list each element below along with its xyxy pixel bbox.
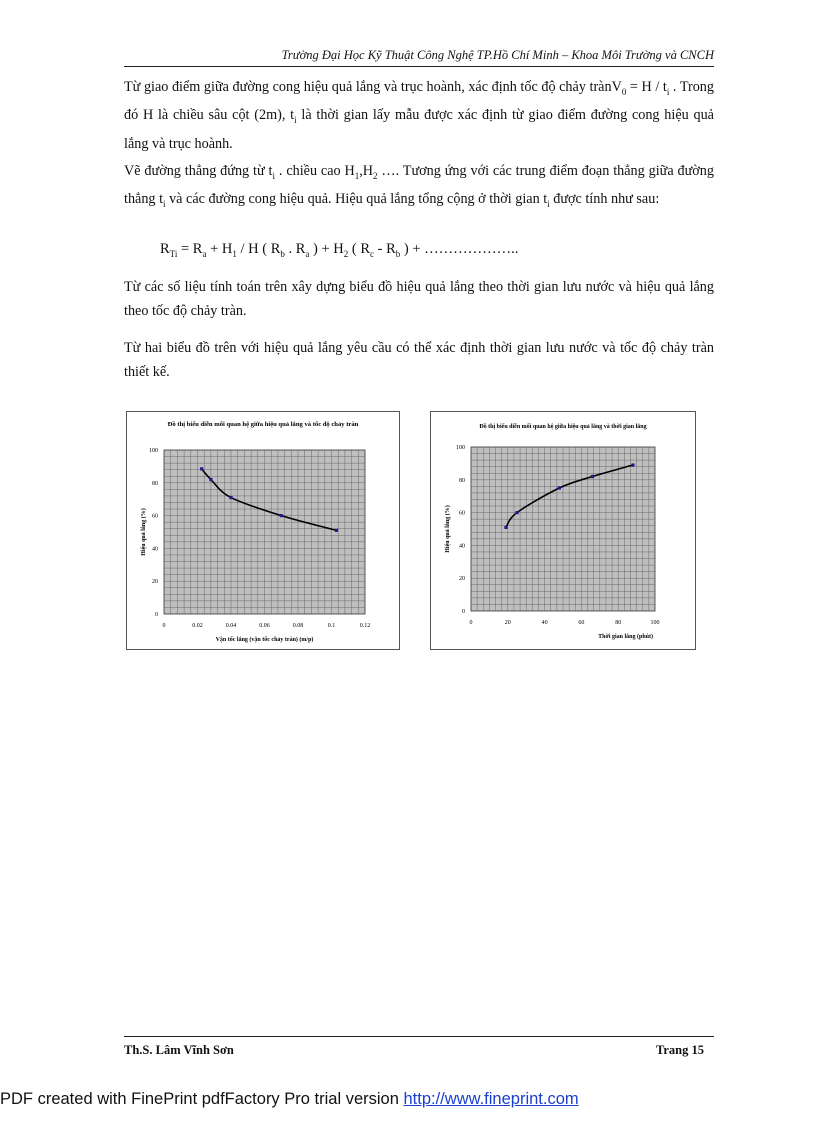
x-tick-label: 80 [615, 620, 622, 626]
paragraph-1: Từ giao điểm giữa đường cong hiệu quả lắng và trục hoành, xác định tốc độ chảy trànV$_0$ = H / $t_i$ . Trong đó H là chiều sâu cột (2m), $t_i$ là thời gian lấy mẫu được xác định từ giao điểm đường cong hiệu quả lắng và trục hoành. [124, 79, 714, 152]
data-point [504, 526, 507, 529]
fineprint-link[interactable]: http://www.fineprint.com [403, 1090, 579, 1108]
y-axis-label: Hiệu quả lắng (%) [141, 508, 147, 556]
chart-title: Đồ thị biểu diễn mối quan hệ giữa hiệu quả lắng và tốc độ chảy tràn [167, 421, 359, 428]
y-tick-label: 40 [152, 546, 158, 553]
y-tick-label: 80 [459, 477, 465, 484]
chart-svg [431, 412, 695, 649]
y-tick-label: 100 [149, 448, 158, 454]
data-point [229, 496, 232, 499]
y-tick-label: 100 [456, 445, 465, 451]
y-tick-label: 20 [152, 579, 158, 586]
y-tick-label: 0 [155, 612, 158, 618]
data-point [335, 529, 338, 532]
y-tick-label: 60 [459, 510, 465, 517]
y-tick-label: 60 [152, 513, 158, 520]
header-rule [124, 66, 714, 67]
chart-title: Đồ thị biểu diễn mối quan hệ giữa hiệu quả lắng và thời gian lắng [479, 424, 647, 430]
data-point [631, 463, 634, 466]
footer-rule [124, 1036, 714, 1037]
data-point [515, 511, 518, 514]
data-point [280, 514, 283, 517]
x-tick-label: 0.12 [359, 623, 371, 629]
y-tick-label: 80 [152, 480, 158, 487]
chart-efficiency-vs-settling-time [430, 411, 696, 650]
x-tick-label: 40 [541, 620, 548, 626]
y-tick-label: 40 [459, 543, 465, 550]
data-point [200, 467, 203, 470]
y-tick-label: 20 [459, 576, 465, 583]
x-tick-label: 60 [578, 620, 585, 626]
paragraph-4: Từ hai biểu đồ trên với hiệu quả lắng yêu cầu có thể xác định thời gian lưu nước và tốc độ chảy tràn thiết kế. [124, 340, 714, 380]
chart-efficiency-vs-overflow-rate [126, 411, 400, 650]
paragraph-3: Từ các số liệu tính toán trên xây dựng biểu đồ hiệu quả lắng theo thời gian lưu nước và hiệu quả lắng theo tốc độ chảy tràn. [124, 279, 714, 319]
x-tick-label: 0 [469, 620, 473, 626]
y-axis-label: Hiệu quả lắng (%) [445, 505, 451, 553]
settling-efficiency-formula: $R_{Ti} = R_a + H_1 / H$ ( $R_b$ . $R_a$ ) + $H_2$ ( $R_c - R_b$ ) + ……………….. [160, 241, 519, 259]
x-tick-label: 20 [504, 620, 511, 626]
footer-author: Th.S. Lâm Vĩnh Sơn [124, 1043, 234, 1057]
x-tick-label: 100 [650, 620, 660, 626]
paragraph-2: Vẽ đường thẳng đứng từ $t_i$ . chiều cao $H_1,H_2$ …. Tương ứng với các trung điểm đoạn thẳng giữa đường thẳng $t_i$ và các đường cong hiệu quả. Hiệu quả lắng tổng cộng ở thời gian $t_i$ được tính như sau: [124, 163, 714, 210]
x-tick-label: 0.1 [327, 623, 336, 629]
x-tick-label: 0.06 [259, 623, 270, 629]
data-point [558, 486, 561, 489]
x-tick-label: 0 [162, 623, 166, 629]
page-header: Trường Đại Học Kỹ Thuật Công Nghệ TP.Hồ Chí Minh – Khoa Môi Trường và CNCH [281, 48, 714, 62]
y-tick-label: 0 [462, 609, 465, 615]
data-point [591, 475, 594, 478]
x-axis-label: Thời gian lắng (phút) [598, 634, 653, 640]
pdf-watermark: PDF created with FinePrint pdfFactory Pro trial version http://www.fineprint.com [0, 1090, 579, 1108]
x-tick-label: 0.02 [192, 623, 203, 629]
data-point [209, 478, 212, 481]
footer-page-number: Trang 15 [655, 1043, 704, 1057]
x-tick-label: 0.08 [292, 623, 304, 629]
x-axis-label: Vận tốc lắng (vận tốc chảy tràn) (m/p) [215, 637, 314, 643]
chart-svg [127, 412, 399, 649]
x-tick-label: 0.04 [225, 623, 237, 629]
